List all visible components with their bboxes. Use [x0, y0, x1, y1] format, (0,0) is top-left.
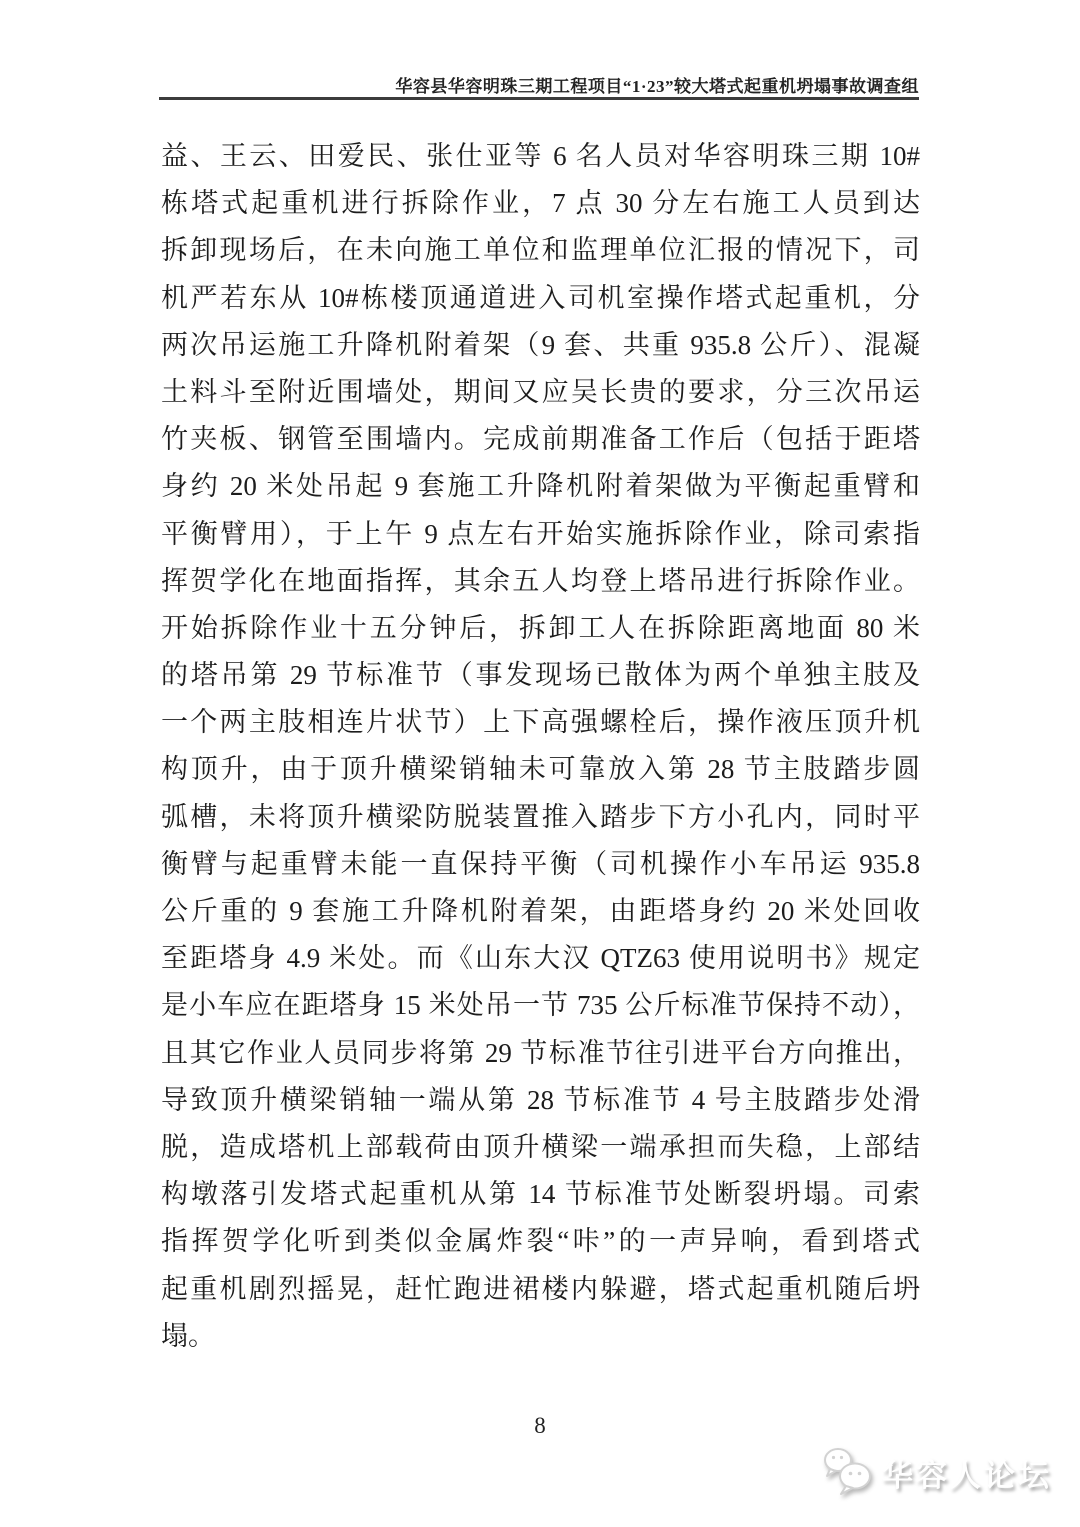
body-line: 开始拆除作业十五分钟后，拆卸工人在拆除距离地面 80 米	[161, 612, 920, 643]
body-line: 是小车应在距塔身 15 米处吊一节 735 公斤标准节保持不动），	[161, 990, 920, 1021]
body-line: 益、王云、田爱民、张仕亚等 6 名人员对华容明珠三期 10#	[161, 141, 920, 171]
body-line: 竹夹板、钢管至围墙内。完成前期准备工作后（包括于距塔	[161, 424, 920, 455]
body-line: 至距塔身 4.9 米处。而《山东大汉 QTZ63 使用说明书》规定	[161, 943, 920, 974]
body-line: 导致顶升横梁销轴一端从第 28 节标准节 4 号主肢踏步处滑	[161, 1084, 920, 1115]
body-line: 身约 20 米处吊起 9 套施工升降机附着架做为平衡起重臂和	[161, 471, 920, 502]
body-line: 平衡臂用），于上午 9 点左右开始实施拆除作业，除司索指	[161, 518, 920, 549]
page-number: 8	[534, 1413, 546, 1438]
body-line: 一个两主肢相连片状节）上下高强螺栓后，操作液压顶升机	[161, 707, 920, 738]
body-line: 塌。	[161, 1320, 215, 1351]
header-rule	[159, 97, 919, 100]
body-line: 脱，造成塔机上部载荷由顶升横梁一端承担而失稳，上部结	[161, 1131, 920, 1162]
body-line: 土料斗至附近围墙处，期间又应吴长贵的要求，分三次吊运	[161, 376, 920, 407]
chat-bubbles-icon	[822, 1446, 874, 1498]
body-line: 两次吊运施工升降机附着架（9 套、共重 935.8 公斤）、混凝	[161, 329, 920, 360]
body-line: 弧槽，未将顶升横梁防脱装置推入踏步下方小孔内，同时平	[161, 801, 920, 832]
body-line: 构顶升，由于顶升横梁销轴未可靠放入第 28 节主肢踏步圆	[161, 754, 920, 785]
body-line: 公斤重的 9 套施工升降机附着架，由距塔身约 20 米处回收	[161, 896, 920, 926]
body-line: 栋塔式起重机进行拆除作业，7 点 30 分左右施工人员到达	[161, 188, 920, 219]
forum-watermark	[822, 1446, 1052, 1498]
header-title: 华容县华容明珠三期工程项目“1·23”较大塔式起重机坍塌事故调查组	[395, 77, 919, 96]
body-line: 构墩落引发塔式起重机从第 14 节标准节处断裂坍塌。司索	[161, 1179, 920, 1210]
body-line: 的塔吊第 29 节标准节（事发现场已散体为两个单独主肢及	[161, 660, 920, 691]
body-text	[161, 133, 920, 1360]
body-line: 拆卸现场后，在未向施工单位和监理单位汇报的情况下，司	[161, 235, 920, 266]
body-line: 机严若东从 10#栋楼顶通道进入司机室操作塔式起重机，分	[161, 282, 920, 313]
body-line: 衡臂与起重臂未能一直保持平衡（司机操作小车吊运 935.8	[161, 848, 920, 879]
body-line: 挥贺学化在地面指挥，其余五人均登上塔吊进行拆除作业。	[161, 565, 920, 596]
watermark-label: 华容人论坛	[882, 1457, 1052, 1493]
body-line: 起重机剧烈摇晃，赶忙跑进裙楼内躲避，塔式起重机随后坍	[161, 1273, 920, 1304]
body-line: 指挥贺学化听到类似金属炸裂“咔”的一声异响，看到塔式	[161, 1226, 920, 1257]
body-line: 且其它作业人员同步将第 29 节标准节往引进平台方向推出，	[161, 1037, 920, 1068]
